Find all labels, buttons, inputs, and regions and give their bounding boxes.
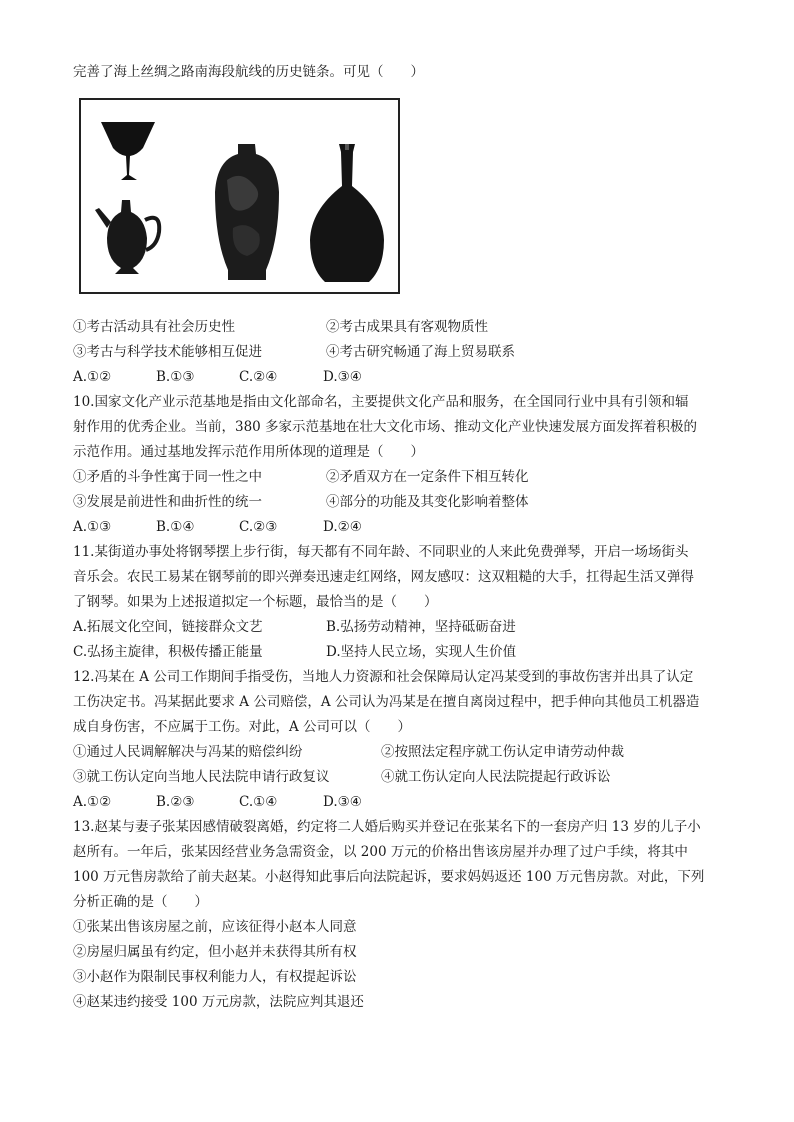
q12-option-3: ③就工伤认定向当地人民法院申请行政复议 <box>73 769 330 785</box>
q10-choice-d[interactable]: D.②④ <box>323 519 362 535</box>
q11-option-d[interactable]: D.坚持人民立场，实现人生价值 <box>326 644 517 660</box>
q11-stem-line-1: 11.某街道办事处将钢琴摆上步行街，每天都有不同年龄、不同职业的人来此免费弹琴，开启一场场街头 <box>73 544 689 560</box>
q10-stem-line-2: 射作用的优秀企业。当前，380 多家示范基地在壮大文化市场、推动文化产业快速发展方面发挥着积极的 <box>73 419 698 435</box>
q13-stem-line-1: 13.赵某与妻子张某因感情破裂离婚，约定将二人婚后购买并登记在张某名下的一套房产归 13 岁的儿子小 <box>73 819 701 835</box>
q10-choice-b[interactable]: B.①④ <box>156 519 195 535</box>
q13-option-1: ①张某出售该房屋之前，应该征得小赵本人同意 <box>73 919 357 935</box>
q12-option-2: ②按照法定程序就工伤认定申请劳动仲裁 <box>381 744 624 760</box>
q12-option-4: ④就工伤认定向人民法院提起行政诉讼 <box>381 769 611 785</box>
q12-stem-line-1: 12.冯某在 A 公司工作期间手指受伤，当地人力资源和社会保障局认定冯某受到的事故伤害并出具了认定 <box>73 669 694 685</box>
bottle-vase-image <box>310 144 384 282</box>
q10-stem-line-3: 示范作用。通过基地发挥示范作用所体现的道理是（ ） <box>73 444 424 460</box>
q12-choice-c[interactable]: C.①④ <box>239 794 278 810</box>
q10-option-2: ②矛盾双方在一定条件下相互转化 <box>326 469 529 485</box>
stem-cup-image <box>101 122 155 180</box>
q11-stem-line-3: 了钢琴。如果为上述报道拟定一个标题，最恰当的是（ ） <box>73 594 438 610</box>
q9-choice-b[interactable]: B.①③ <box>156 369 195 385</box>
q13-option-4: ④赵某违约接受 100 万元房款，法院应判其退还 <box>73 994 364 1010</box>
q13-stem-line-2: 赵所有。一年后，张某因经营业务急需资金，以 200 万元的价格出售该房屋并办理了过户手续，将其中 <box>73 844 688 860</box>
q10-option-4: ④部分的功能及其变化影响着整体 <box>326 494 529 510</box>
q12-choice-b[interactable]: B.②③ <box>156 794 195 810</box>
q12-stem-line-2: 工伤决定书。冯某据此要求 A 公司赔偿，A 公司认为冯某是在擅自离岗过程中，把手伸向其他员工机器造 <box>73 694 700 710</box>
q9-choice-a[interactable]: A.①② <box>73 369 112 385</box>
q9-option-4: ④考古研究畅通了海上贸易联系 <box>326 344 515 360</box>
q11-option-b[interactable]: B.弘扬劳动精神，坚持砥砺奋进 <box>326 619 516 635</box>
q12-choice-d[interactable]: D.③④ <box>323 794 362 810</box>
q9-option-3: ③考古与科学技术能够相互促进 <box>73 344 262 360</box>
meiping-vase-image <box>215 144 279 280</box>
q9-option-2: ②考古成果具有客观物质性 <box>326 319 488 335</box>
intro-line: 完善了海上丝绸之路南海段航线的历史链条。可见（ ） <box>73 64 424 80</box>
q11-option-a[interactable]: A.拓展文化空间，链接群众文艺 <box>73 619 263 635</box>
q10-option-1: ①矛盾的斗争性寓于同一性之中 <box>73 469 262 485</box>
q11-stem-line-2: 音乐会。农民工易某在钢琴前的即兴弹奏迅速走红网络，网友感叹：这双粗糙的大手，扛得起生活又弹得 <box>73 569 694 585</box>
ewer-image <box>95 200 159 274</box>
q10-answer-choices <box>73 518 362 536</box>
q10-option-3: ③发展是前进性和曲折性的统一 <box>73 494 262 510</box>
q13-stem-line-4: 分析正确的是（ ） <box>73 894 208 910</box>
q12-stem-line-3: 成自身伤害，不应属于工伤。对此，A 公司可以（ ） <box>73 719 412 735</box>
q10-choice-a[interactable]: A.①③ <box>73 519 112 535</box>
q9-answer-choices <box>73 368 362 386</box>
q13-option-2: ②房屋归属虽有约定，但小赵并未获得其所有权 <box>73 944 357 960</box>
q10-stem-line-1: 10.国家文化产业示范基地是指由文化部命名，主要提供文化产品和服务，在全国同行业中具有引领和辐 <box>73 394 689 410</box>
q12-option-1: ①通过人民调解解决与冯某的赔偿纠纷 <box>73 744 303 760</box>
q12-choice-a[interactable]: A.①② <box>73 794 112 810</box>
q13-option-3: ③小赵作为限制民事权利能力人，有权提起诉讼 <box>73 969 357 985</box>
artifact-figure <box>79 98 400 294</box>
q12-answer-choices <box>73 793 362 811</box>
q9-choice-d[interactable]: D.③④ <box>323 369 362 385</box>
q9-option-1: ①考古活动具有社会历史性 <box>73 319 235 335</box>
q9-choice-c[interactable]: C.②④ <box>239 369 278 385</box>
q13-stem-line-3: 100 万元售房款给了前夫赵某。小赵得知此事后向法院起诉，要求妈妈返还 100 万元售房款。对此，下列 <box>73 869 705 885</box>
q11-option-c[interactable]: C.弘扬主旋律，积极传播正能量 <box>73 644 263 660</box>
q10-choice-c[interactable]: C.②③ <box>239 519 278 535</box>
